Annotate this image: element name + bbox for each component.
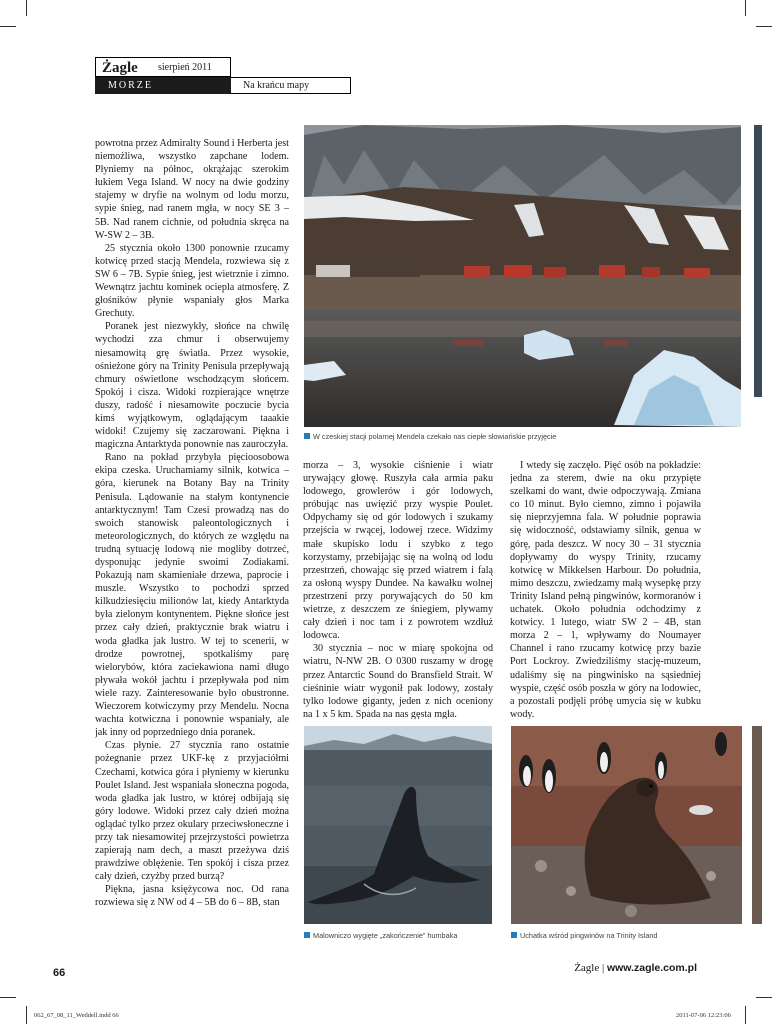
header-masthead xyxy=(95,57,231,77)
footer-url[interactable]: www.zagle.com.pl xyxy=(606,962,697,974)
crop-mark xyxy=(26,0,27,16)
footer-brand xyxy=(574,962,697,974)
caption-text: W czeskiej stacji polarnej Mendela czekało nas ciepłe słowiańskie przyjęcie xyxy=(313,432,557,441)
footer-separator: | xyxy=(602,962,607,974)
paragraph: Czas płynie. 27 stycznia rano ostatnie pożegnanie przez UKF-kę z przyjaciółmi Czechami, kotwica góra i płyniemy w kierunku Poulet Island. Jest wspaniała słoneczna pogoda, woda gładka jak lustro, w której odbijają się góry lodowe. Widoki przez cały dzień można oglądać tylko przez okulary przeciwsłoneczne i przy tak niesamowitej przejrzystości powietrza zapierają nam dech, a maszt przeżywa dziś prawdziwe oblężenie. Ten spokój i cisza przez cały dzień, czyżby przed burzą? xyxy=(95,740,289,883)
seal-photo xyxy=(511,726,742,924)
text-column-1 xyxy=(95,137,289,942)
adjacent-page-strip xyxy=(754,125,762,397)
paragraph: morza – 3, wysokie ciśnienie i wiatr urywający głowę. Ruszyła cała armia paku lodowego, growlerów i gór lodowych, próbując nas uwięzić przy wyspie Poulet. Odpychamy się od gór lodowych i szukamy przejścia w rwącej, lodowej rzece. Widzimy małe skupisko lodu i szybko z tego korzystamy, przebijając się na wolną od lodu przestrzeń, chowając się przed wiatrem i falą za osłoną wyspy Dundee. Na kawałku wolnej przestrzeni przy porywających do 50 km wietrze, z deszczem ze śniegiem, pływamy cały dzień i noc tam i z powrotem wzdłuż lodowca. xyxy=(303,460,493,642)
paragraph: Rano na pokład przybyła pięcioosobowa ekipa czeska. Uruchamiamy silnik, kotwica – góra, kierunek na Botany Bay na Trinity Penisula. Lądowanie na stałym kontynencie antarktycznym! Tam Czesi prowadzą nas do swoich stanowisk paleontologicznych i meteorologicznych, do których ze względu na trudną sytuację lodową nie mogliby dotrzeć, dysponując jedynie swoimi Zodiakami. Pokazują nam skamieniałe drzewa, paprocie i muszle. Wszystko to pochodzi sprzed kilkudziesięciu milionów lat, kiedy Antarktyda była zielonym kontynentem. Piękne słońce jest przez cały dzień, praktycznie brak wiatru i woda gładka jak lustro. W tej to scenerii, w drodze powrotnej, spotkaliśmy parę wielorybów, która zaciekawiona nami długo pływała wokół jachtu i przepływała pod nim wiele razy. Zainteresowanie było obustronne. Wieczorem kotwiczymy przy Mendelu. Nocna wachta kotwiczna i ponownie wspaniały, ale jak inny od poprzedniego dnia poranek. xyxy=(95,452,289,739)
caption-square-icon xyxy=(511,932,517,938)
text-column-2 xyxy=(303,459,493,719)
caption-text: Malowniczo wygięte „zakończenie” humbaka xyxy=(313,931,458,940)
paragraph: 30 stycznia – noc w miarę spokojna od wiatru, N-NW 2B. O 0300 ruszamy w drogę przez Antarctic Sound do Bransfield Strait. W cieśninie wiatr wygonił pak lodowy, zostały tylko lodowe giganty, jeden z nich oceniony na 1 x 5 km. Spada na nas gęsta mgła. xyxy=(303,643,493,719)
paragraph: Poranek jest niezwykły, słońce na chwilę wychodzi zza chmur i obserwujemy niesamowitą grę światła. Przez wysokie, ośnieżone góry na Trinity Penisula przepływają chmury oświetlone wschodzącym słońcem. Spokój i cisza. Widoki rozpierające wnętrze duszy, radość i niesamowite poczucie bycia kimś wyjątkowym, oglądającym taaakie widoki! Czujemy się zaczarowani. Piękna i magiczna Antarktyda ponownie nas zauroczyła. xyxy=(95,321,289,451)
text-column-3 xyxy=(510,459,701,719)
footer-magazine: Żagle xyxy=(574,962,600,974)
paragraph: Piękna, jasna księżycowa noc. Od rana rozwiewa się z NW od 4 – 5B do 6 – 8B, stan xyxy=(95,884,289,909)
magazine-name: Żagle xyxy=(102,60,138,76)
print-slug-right: 2011-07-06 12:23:06 xyxy=(676,1012,731,1019)
paragraph: powrotna przez Admiralty Sound i Herberta jest niemożliwa, wszystko zapchane lodem. Płyniemy na północ, okrążając szerokim łukiem Vega Island. W nocy na dwie godziny stajemy w dryfie na wolnym od lodu morzu, sypie śnieg, nad ranem mgła, w nocy SE 3 – 5B. Nad ranem cichnie, od południa skręca na W-SW 2 – 3B. xyxy=(95,138,289,241)
crop-mark xyxy=(745,1006,746,1024)
caption-main-photo xyxy=(304,432,556,442)
crop-mark xyxy=(756,997,772,998)
issue-date: sierpień 2011 xyxy=(158,62,212,73)
paragraph: I wtedy się zaczęło. Pięć osób na pokładzie: jedna za sterem, dwie na oku przypięte szelkami do want, dwie odpoczywają. Zmiana co 10 minut. Było ciemno, zimno i pojawiła się nieprzyjemna fala. W południe poprawia się widoczność, odstawiamy silnik, genua w górę, pada deszcz. W nocy 30 – 31 stycznia dopływamy do wyspy Trinity, rzucamy kotwicę w Mikkelsen Harbour. Do południa, mimo deszczu, zwiedzamy małą wysepkę przy Trinity Island pełną pingwinów, kormoranów i uchatek. Około południa odchodzimy z kotwicy. 1 lutego, wiatr SW 2 – 4B, stan morza 2 – 1, wpływamy do Noumayer Channel i rano rzucamy kotwicę przy bazie Port Lockroy. Zwiedziliśmy stację-muzeum, udaliśmy się na pingwinisko na sąsiedniej wyspie, część osób poszła w góry na lodowiec, a pozostali podjęli próbę umycia się w kubku wody. xyxy=(510,460,701,719)
section-label: MORZE xyxy=(108,80,153,91)
adjacent-page-strip xyxy=(752,726,762,924)
paragraph: 25 stycznia około 1300 ponownie rzucamy kotwicę przed stacją Mendela, rozwiewa się z SW 6 – 7B. Sypie śnieg, jest wietrznie i zimno. Wewnątrz jachtu kominek ociepla atmosferę. Z głośników płynie wspaniały głos Marka Grechuty. xyxy=(95,242,289,320)
crop-mark xyxy=(0,26,16,27)
crop-mark xyxy=(26,1006,27,1024)
crop-mark xyxy=(756,26,772,27)
section-bar xyxy=(95,77,231,94)
caption-text: Uchatka wśród pingwinów na Trinity Island xyxy=(520,931,658,940)
caption-whale-photo xyxy=(304,931,457,941)
series-tag: Na krańcu mapy xyxy=(231,77,351,94)
page-number: 66 xyxy=(53,967,66,979)
print-slug-left: 062_67_08_11_Weddell.indd 66 xyxy=(34,1012,119,1019)
station-photo xyxy=(304,125,741,427)
caption-seal-photo xyxy=(511,931,658,941)
caption-square-icon xyxy=(304,932,310,938)
whale-photo xyxy=(304,726,492,924)
caption-square-icon xyxy=(304,433,310,439)
crop-mark xyxy=(745,0,746,16)
crop-mark xyxy=(0,997,16,998)
